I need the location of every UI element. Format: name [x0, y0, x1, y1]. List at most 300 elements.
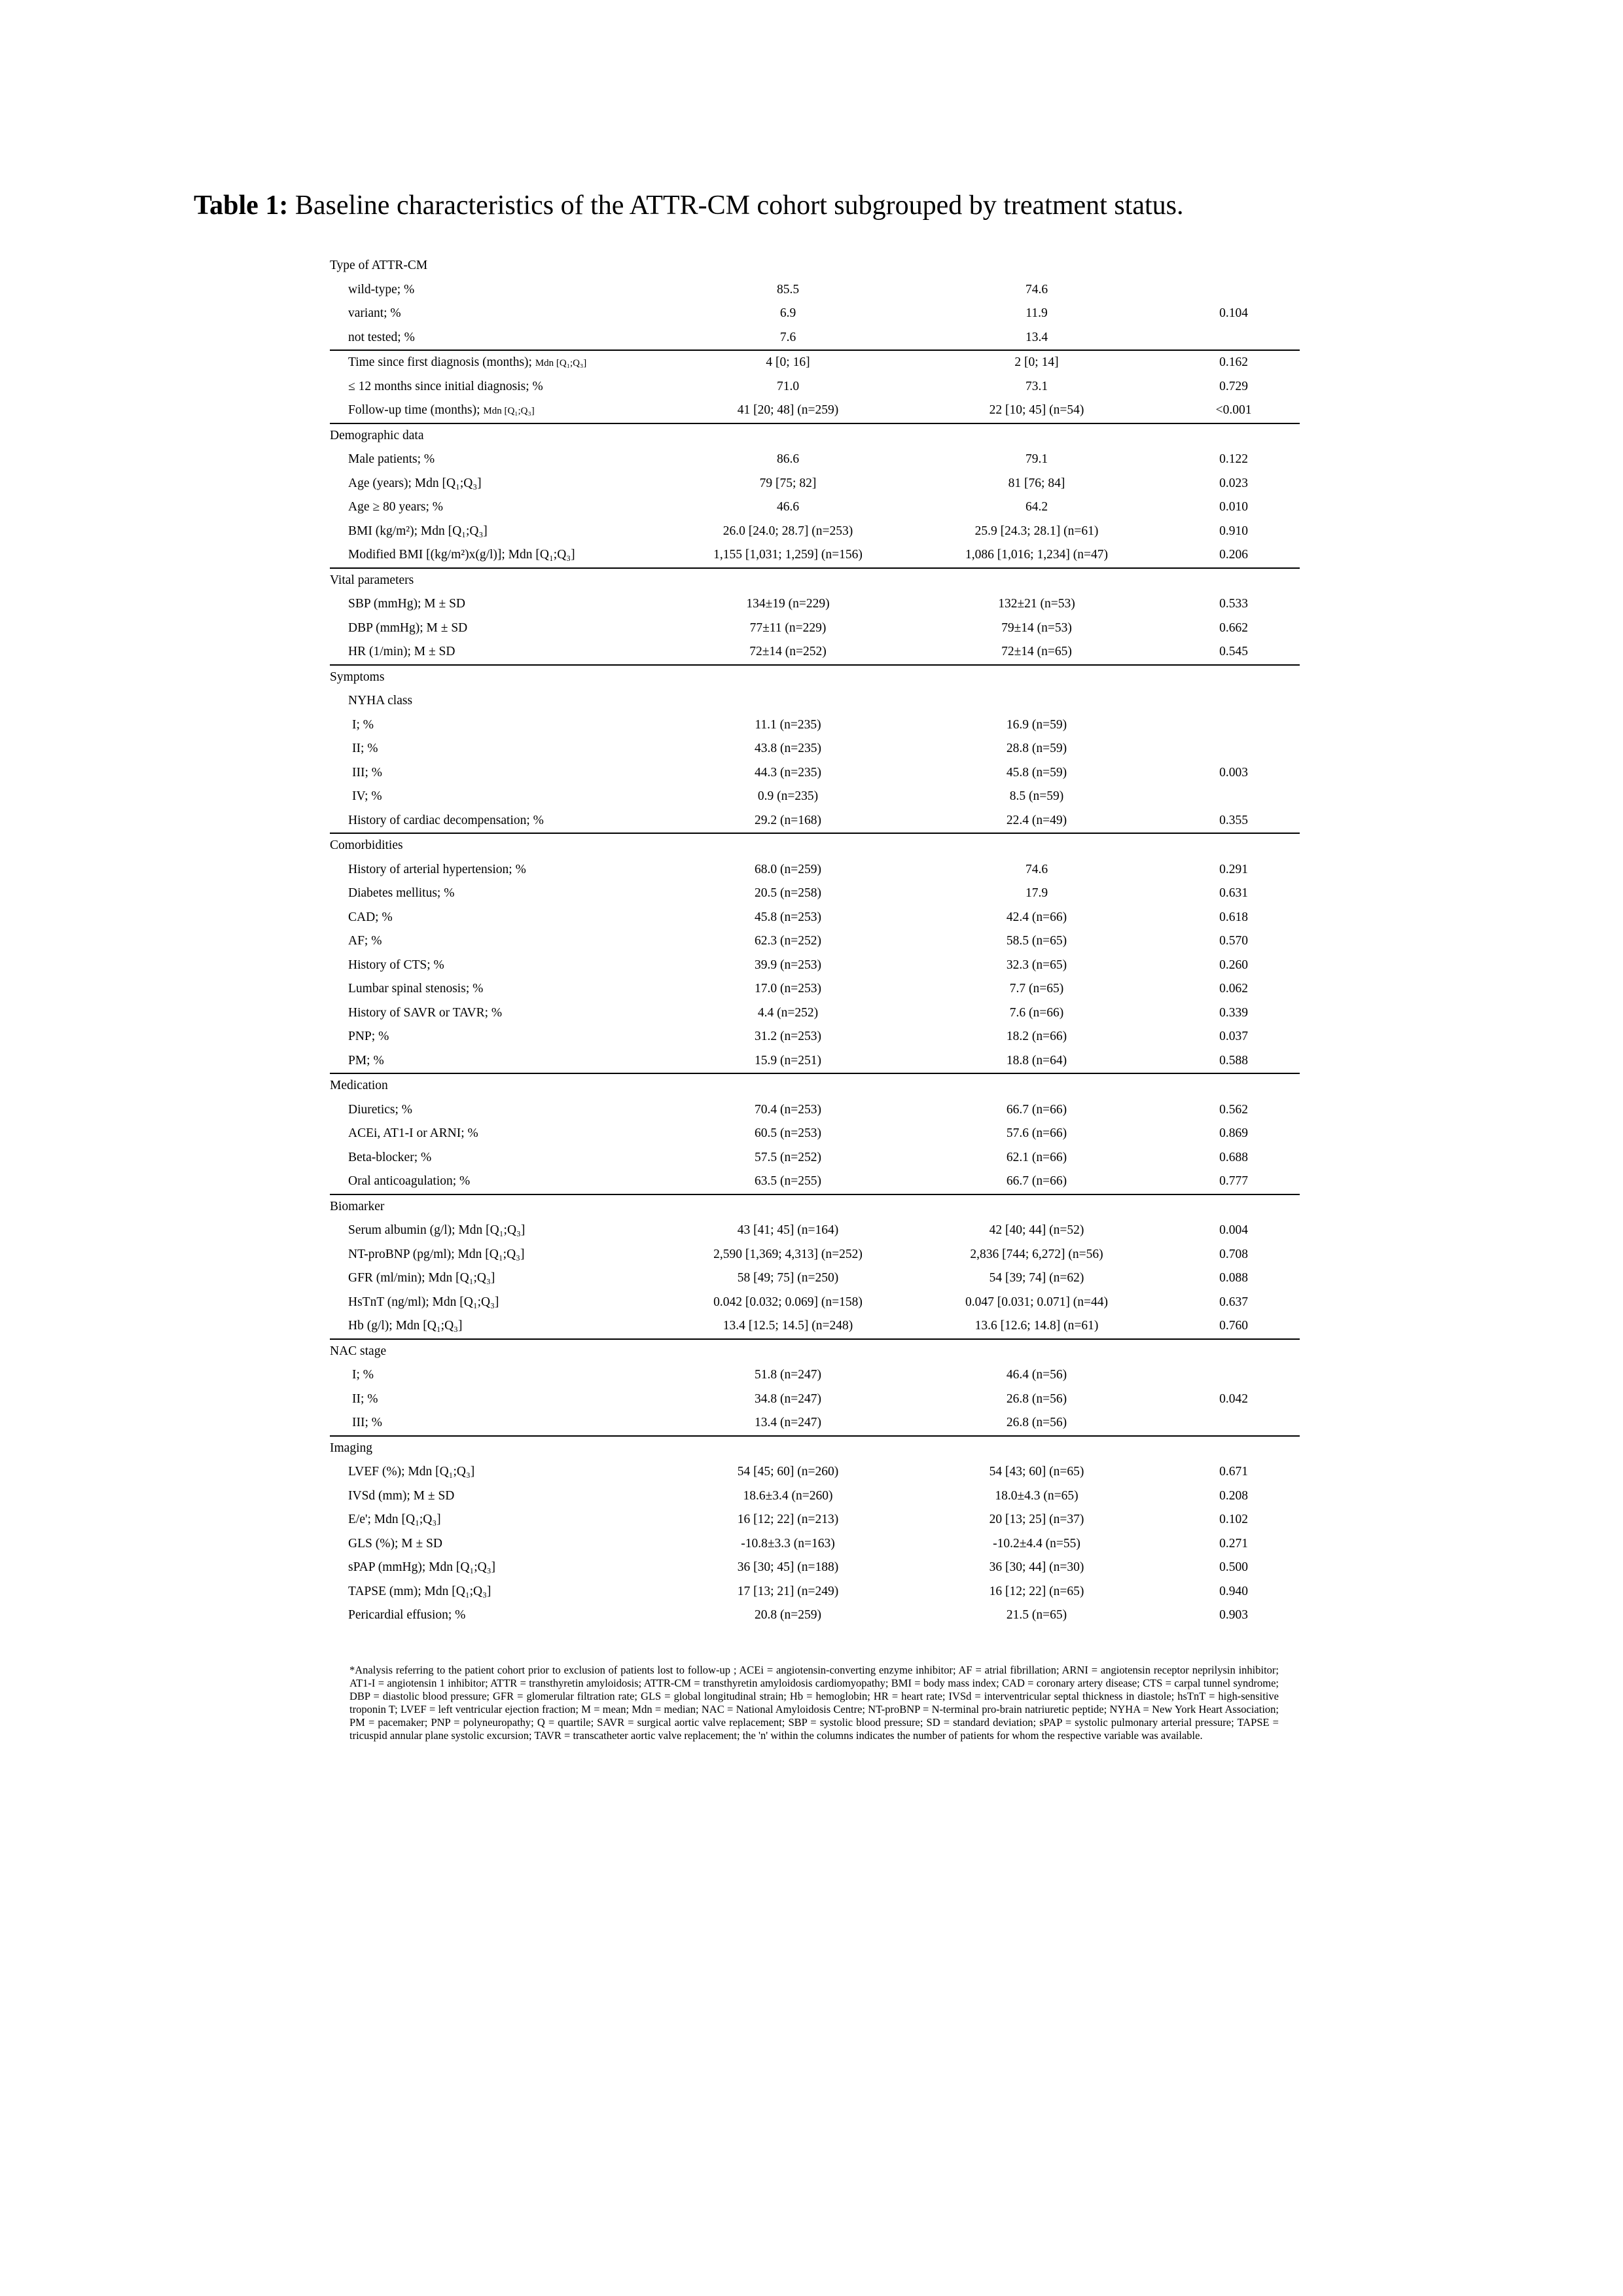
row-label-text: GLS (%); M ± SD — [348, 1536, 442, 1551]
row-label-text: AF; % — [348, 934, 382, 948]
row-label-text: Diuretics; % — [348, 1102, 413, 1117]
row-label — [330, 858, 670, 882]
row-label-text: I; % — [352, 1368, 374, 1382]
table-row — [330, 809, 1300, 834]
table-row — [330, 737, 1300, 761]
value-untreated: 72±14 (n=252) — [749, 645, 827, 659]
row-label-text: DBP (mmHg); M ± SD — [348, 620, 468, 635]
value-treated: 54 [39; 74] (n=62) — [989, 1271, 1084, 1285]
row-label — [330, 278, 670, 302]
p-value: 0.729 — [1219, 379, 1248, 393]
table-title — [194, 190, 1184, 221]
row-label-text: SBP (mmHg); M ± SD — [348, 597, 466, 611]
row-label — [330, 375, 670, 399]
table-row — [330, 785, 1300, 809]
value-untreated: 15.9 (n=251) — [755, 1053, 821, 1067]
section-header-row — [330, 254, 1300, 278]
row-label-text: Beta-blocker; % — [348, 1150, 432, 1164]
table-row — [330, 1170, 1300, 1194]
p-value: 0.545 — [1219, 645, 1248, 659]
value-treated: 16 [12; 22] (n=65) — [989, 1584, 1084, 1598]
value-treated: 7.6 (n=66) — [1009, 1005, 1064, 1020]
table-row — [330, 1580, 1300, 1604]
value-untreated: 85.5 — [776, 282, 800, 296]
row-label-text: HR (1/min); M ± SD — [348, 645, 455, 659]
value-treated: 66.7 (n=66) — [1006, 1102, 1067, 1117]
value-treated: 36 [30; 44] (n=30) — [989, 1560, 1084, 1575]
row-label-text: wild-type; % — [348, 282, 415, 296]
section-header: NAC stage — [330, 1339, 1300, 1364]
value-treated: 42 [40; 44] (n=52) — [989, 1223, 1084, 1238]
value-untreated: 31.2 (n=253) — [755, 1030, 821, 1044]
value-treated: 13.4 — [1025, 330, 1048, 344]
p-value: 0.042 — [1219, 1391, 1248, 1406]
value-untreated: 4 [0; 16] — [670, 350, 906, 375]
value-treated: 11.9 — [1026, 306, 1048, 321]
p-value: 0.533 — [1219, 597, 1248, 611]
table-row — [330, 929, 1300, 954]
value-untreated: 58 [49; 75] (n=250) — [737, 1271, 839, 1285]
value-treated: 28.8 (n=59) — [1006, 742, 1067, 756]
value-treated: 22 [10; 45] (n=54) — [989, 403, 1084, 418]
p-value: 0.023 — [1219, 476, 1248, 490]
row-label-stat: Mdn [Q₁;Q₃] — [535, 358, 587, 369]
section-header-row — [330, 1073, 1300, 1098]
row-label — [330, 472, 670, 496]
value-untreated: 6.9 — [779, 306, 796, 321]
p-value: 0.088 — [1219, 1271, 1248, 1285]
p-value — [1168, 1363, 1300, 1388]
row-label-text: sPAP (mmHg); Mdn [Q₁;Q₃] — [348, 1560, 496, 1575]
value-untreated: 70.4 (n=253) — [755, 1102, 821, 1117]
value-untreated: 0.042 [0.032; 0.069] (n=158) — [713, 1295, 863, 1309]
baseline-table — [330, 254, 1300, 1628]
value-treated: 21.5 (n=65) — [1006, 1608, 1067, 1623]
p-value — [1168, 785, 1300, 809]
value-treated: 42.4 (n=66) — [1006, 910, 1067, 924]
row-label — [330, 448, 670, 472]
p-value: 0.869 — [1219, 1126, 1248, 1141]
row-label-text: Hb (g/l); Mdn [Q₁;Q₃] — [348, 1319, 463, 1333]
value-treated: 72±14 (n=65) — [1001, 645, 1072, 659]
value-treated: 20 [13; 25] (n=37) — [989, 1513, 1084, 1527]
value-treated: 26.8 (n=56) — [1006, 1416, 1067, 1430]
row-label-text: CAD; % — [348, 910, 393, 924]
p-value: 0.208 — [1219, 1488, 1248, 1503]
row-label — [330, 761, 670, 785]
row-label — [330, 1049, 670, 1074]
section-header: Symptoms — [330, 665, 1300, 690]
value-treated: 18.0±4.3 (n=65) — [995, 1488, 1079, 1503]
table-row — [330, 1001, 1300, 1026]
row-label — [330, 302, 670, 326]
value-treated: 62.1 (n=66) — [1006, 1150, 1067, 1164]
value-treated: 79±14 (n=53) — [1001, 620, 1072, 635]
value-untreated: 11.1 (n=235) — [755, 717, 821, 732]
p-value: 0.037 — [1219, 1030, 1248, 1044]
row-label — [330, 592, 670, 617]
p-value: 0.562 — [1219, 1102, 1248, 1117]
p-value: 0.003 — [1219, 765, 1248, 780]
value-treated: -10.2±4.4 (n=55) — [993, 1536, 1080, 1551]
row-label-text: variant; % — [348, 306, 401, 321]
row-label-text: NT-proBNP (pg/ml); Mdn [Q₁;Q₃] — [348, 1247, 525, 1261]
value-treated: 54 [43; 60] (n=65) — [989, 1465, 1084, 1479]
row-label — [330, 906, 670, 930]
p-value: 0.062 — [1219, 982, 1248, 996]
value-treated: 16.9 (n=59) — [1006, 717, 1067, 732]
table-row — [330, 640, 1300, 665]
value-treated: 66.7 (n=66) — [1006, 1174, 1067, 1189]
row-label — [330, 1363, 670, 1388]
table-row — [330, 1098, 1300, 1122]
row-label-text: ACEi, AT1-I or ARNI; % — [348, 1126, 478, 1141]
p-value: 0.588 — [1219, 1053, 1248, 1067]
p-value: 0.910 — [1219, 524, 1248, 538]
table-row — [330, 761, 1300, 785]
value-treated — [906, 689, 1168, 713]
table-row — [330, 1460, 1300, 1484]
row-label — [330, 617, 670, 641]
p-value: <0.001 — [1215, 403, 1252, 418]
value-untreated: 86.6 — [776, 452, 800, 467]
table-row — [330, 375, 1300, 399]
row-label-text: Age (years); Mdn [Q₁;Q₃] — [348, 476, 482, 490]
row-label-text: not tested; % — [348, 330, 415, 344]
row-label-text: History of CTS; % — [348, 958, 444, 972]
p-value: 0.339 — [1219, 1005, 1248, 1020]
row-label — [330, 399, 670, 423]
value-untreated: 43 [41; 45] (n=164) — [737, 1223, 839, 1238]
row-label — [330, 1001, 670, 1026]
value-treated: 81 [76; 84] — [1008, 476, 1065, 490]
value-untreated: 39.9 (n=253) — [755, 958, 821, 972]
row-label-text: Oral anticoagulation; % — [348, 1174, 471, 1189]
section-header: Demographic data — [330, 423, 1300, 448]
p-value: 0.102 — [1219, 1513, 1248, 1527]
p-value — [1168, 326, 1300, 351]
table-row — [330, 1049, 1300, 1074]
table-row — [330, 713, 1300, 738]
row-label — [330, 1484, 670, 1509]
section-header: Imaging — [330, 1436, 1300, 1461]
row-label — [330, 689, 670, 713]
table-row — [330, 1122, 1300, 1146]
p-value: 0.777 — [1219, 1174, 1248, 1189]
value-untreated: 51.8 (n=247) — [755, 1368, 821, 1382]
table-row — [330, 1604, 1300, 1628]
p-value: 0.570 — [1219, 934, 1248, 948]
value-treated: 58.5 (n=65) — [1006, 934, 1067, 948]
p-value: 0.903 — [1219, 1608, 1248, 1623]
row-label — [330, 1146, 670, 1170]
p-value: 0.637 — [1219, 1295, 1248, 1309]
table-row — [330, 1146, 1300, 1170]
row-label — [330, 809, 670, 834]
table-row — [330, 448, 1300, 472]
value-untreated: 17 [13; 21] (n=249) — [737, 1584, 839, 1598]
row-label-text: Serum albumin (g/l); Mdn [Q₁;Q₃] — [348, 1223, 526, 1238]
section-header-row — [330, 423, 1300, 448]
row-label-text: History of arterial hypertension; % — [348, 862, 526, 876]
value-untreated: 63.5 (n=255) — [755, 1174, 821, 1189]
table-row — [330, 472, 1300, 496]
row-label — [330, 1508, 670, 1532]
row-label — [330, 1291, 670, 1315]
value-untreated: -10.8±3.3 (n=163) — [741, 1536, 835, 1551]
row-label-text: TAPSE (mm); Mdn [Q₁;Q₃] — [348, 1584, 491, 1598]
table-row — [330, 906, 1300, 930]
table-row — [330, 1025, 1300, 1049]
value-untreated: 17.0 (n=253) — [755, 982, 821, 996]
value-untreated: 36 [30; 45] (n=188) — [737, 1560, 839, 1575]
value-untreated: 134±19 (n=229) — [746, 597, 830, 611]
row-label-text: GFR (ml/min); Mdn [Q₁;Q₃] — [348, 1271, 495, 1285]
row-label-text: Pericardial effusion; % — [348, 1608, 466, 1623]
row-label — [330, 1556, 670, 1580]
table-row — [330, 1556, 1300, 1580]
row-label — [330, 954, 670, 978]
value-treated: 45.8 (n=59) — [1006, 765, 1067, 780]
table-caption: Baseline characteristics of the ATTR-CM cohort subgrouped by treatment status. — [288, 190, 1184, 221]
value-untreated: 62.3 (n=252) — [755, 934, 821, 948]
section-header: Biomarker — [330, 1194, 1300, 1219]
row-label-text: Follow-up time (months); — [348, 403, 484, 418]
table-row — [330, 1484, 1300, 1509]
row-label — [330, 326, 670, 351]
value-untreated: 41 [20; 48] (n=259) — [737, 403, 839, 418]
row-label — [330, 929, 670, 954]
value-treated: 25.9 [24.3; 28.1] (n=61) — [974, 524, 1099, 538]
value-untreated: 34.8 (n=247) — [755, 1391, 821, 1406]
p-value: 0.662 — [1219, 620, 1248, 635]
section-header: Comorbidities — [330, 833, 1300, 858]
section-header: Type of ATTR-CM — [330, 259, 428, 273]
p-value: 0.355 — [1219, 813, 1248, 827]
row-label-text: HsTnT (ng/ml); Mdn [Q₁;Q₃] — [348, 1295, 499, 1309]
row-label-text: IVSd (mm); M ± SD — [348, 1488, 455, 1503]
value-untreated: 79 [75; 82] — [759, 476, 817, 490]
table-row — [330, 1219, 1300, 1243]
value-treated: 32.3 (n=65) — [1006, 958, 1067, 972]
value-untreated: 29.2 (n=168) — [755, 813, 821, 827]
value-treated: 74.6 — [1025, 282, 1048, 296]
row-label-stat: Mdn [Q₁;Q₃] — [483, 406, 535, 417]
row-label-text: III; % — [352, 765, 383, 780]
table-row — [330, 882, 1300, 906]
value-untreated: 77±11 (n=229) — [749, 620, 827, 635]
value-untreated: 60.5 (n=253) — [755, 1126, 821, 1141]
row-label-text: Modified BMI [(kg/m²)x(g/l)]; Mdn [Q₁;Q₃] — [348, 548, 575, 562]
table-footnote: *Analysis referring to the patient cohort prior to exclusion of patients lost to follow-up ; ACEi = angiotensin-converting enzyme inhibitor; AF = atrial fibrillation; ARNI = angiotensin receptor neprilysin inhibitor; AT1-I = angiotensin 1 inhibitor; ATTR = transthyretin amyloidosis; ATTR-CM = transthyretin amyloidosis cardiomyopathy; BMI = body mass index; CAD = coronary artery disease; CTS = carpal tunnel syndrome; DBP = diastolic blood pressure; GFR = glomerular filtration rate; GLS = global longitudinal strain; Hb = hemoglobin; HR = heart rate; IVSd = interventricular septal thickness in diastole; hsTnT = high-sensitive troponin T; LVEF = left ventricular ejection fraction; M = mean; Mdn = median; NAC = National Amyloidosis Centre; NT-proBNP = N-terminal pro-brain natriuretic peptide; NYHA = New York Heart Association; PM = pacemaker; PNP = polyneuropathy; Q = quartile; SAVR = surgical aortic valve replacement; SBP = systolic blood pressure; SD = standard deviation; sPAP = systolic pulmonary arterial pressure; TAPSE = tricuspid annular plane systolic excursion; TAVR = transcatheter aortic valve replacement; the 'n' within the columns indicates the number of patients for whom the respective variable was available. — [349, 1664, 1279, 1742]
value-untreated: 2,590 [1,369; 4,313] (n=252) — [713, 1247, 863, 1261]
row-label-text: III; % — [352, 1416, 383, 1430]
row-label — [330, 1025, 670, 1049]
p-value: 0.500 — [1219, 1560, 1248, 1575]
value-treated: 26.8 (n=56) — [1006, 1391, 1067, 1406]
p-value — [1168, 278, 1300, 302]
row-label — [330, 785, 670, 809]
value-untreated: 20.8 (n=259) — [755, 1608, 821, 1623]
p-value: 0.291 — [1219, 862, 1248, 876]
row-label — [330, 1460, 670, 1484]
table-body — [330, 254, 1300, 1628]
section-header-row — [330, 1339, 1300, 1364]
p-value — [1168, 737, 1300, 761]
value-treated: 132±21 (n=53) — [998, 597, 1075, 611]
value-untreated: 4.4 (n=252) — [757, 1005, 819, 1020]
value-treated: 46.4 (n=56) — [1006, 1368, 1067, 1382]
p-value: 0.708 — [1219, 1247, 1248, 1261]
table-row — [330, 350, 1300, 375]
value-untreated: 1,155 [1,031; 1,259] (n=156) — [713, 548, 863, 562]
value-treated: 13.6 [12.6; 14.8] (n=61) — [974, 1319, 1099, 1333]
value-untreated: 0.9 (n=235) — [757, 789, 819, 804]
row-label-text: NYHA class — [348, 694, 413, 708]
table-row — [330, 278, 1300, 302]
value-treated: 2,836 [744; 6,272] (n=56) — [970, 1247, 1103, 1261]
value-treated: 1,086 [1,016; 1,234] (n=47) — [965, 548, 1108, 562]
value-treated: 22.4 (n=49) — [1006, 813, 1067, 827]
p-value: 0.260 — [1219, 958, 1248, 972]
value-untreated: 68.0 (n=259) — [755, 862, 821, 876]
value-untreated: 57.5 (n=252) — [755, 1150, 821, 1164]
row-label-text: History of cardiac decompensation; % — [348, 813, 544, 827]
row-label-text: History of SAVR or TAVR; % — [348, 1005, 503, 1020]
row-label — [330, 1219, 670, 1243]
value-untreated — [670, 689, 906, 713]
p-value: 0.004 — [1219, 1223, 1248, 1238]
value-treated: 18.2 (n=66) — [1006, 1030, 1067, 1044]
value-treated: 79.1 — [1025, 452, 1048, 467]
p-value: 0.618 — [1219, 910, 1248, 924]
value-treated: 64.2 — [1025, 500, 1048, 514]
p-value: 0.271 — [1219, 1536, 1248, 1551]
p-value: 0.671 — [1219, 1465, 1248, 1479]
row-label — [330, 882, 670, 906]
p-value: 0.010 — [1219, 500, 1248, 514]
table-row — [330, 1243, 1300, 1267]
value-untreated: 20.5 (n=258) — [755, 886, 821, 901]
row-label-text: Time since first diagnosis (months); — [348, 355, 535, 370]
p-value — [1168, 1411, 1300, 1436]
p-value — [1168, 689, 1300, 713]
table-row — [330, 954, 1300, 978]
value-treated: 8.5 (n=59) — [1009, 789, 1064, 804]
value-treated: 2 [0; 14] — [906, 350, 1168, 375]
table-row — [330, 495, 1300, 520]
value-untreated: 26.0 [24.0; 28.7] (n=253) — [722, 524, 853, 538]
row-label — [330, 1388, 670, 1412]
row-label — [330, 1170, 670, 1194]
row-label — [330, 640, 670, 665]
row-label-text: ≤ 12 months since initial diagnosis; % — [348, 379, 543, 393]
value-treated: 17.9 — [1025, 886, 1048, 901]
p-value: 0.688 — [1219, 1150, 1248, 1164]
row-label-text: I; % — [352, 717, 374, 732]
row-label — [330, 1122, 670, 1146]
row-label — [330, 737, 670, 761]
row-label — [330, 1604, 670, 1628]
section-header-row — [330, 568, 1300, 593]
row-label-text: II; % — [352, 742, 378, 756]
p-value: 0.206 — [1219, 548, 1248, 562]
row-label-text: Diabetes mellitus; % — [348, 886, 455, 901]
table-row — [330, 1411, 1300, 1436]
value-untreated: 13.4 [12.5; 14.5] (n=248) — [722, 1319, 853, 1333]
row-label — [330, 977, 670, 1001]
table-row — [330, 1532, 1300, 1556]
table-row — [330, 302, 1300, 326]
row-label-text: LVEF (%); Mdn [Q₁;Q₃] — [348, 1465, 475, 1479]
table-row — [330, 1363, 1300, 1388]
value-untreated: 45.8 (n=253) — [755, 910, 821, 924]
table-row — [330, 399, 1300, 423]
table-row — [330, 1266, 1300, 1291]
table-row — [330, 1508, 1300, 1532]
row-label — [330, 713, 670, 738]
row-label — [330, 350, 670, 375]
value-untreated: 13.4 (n=247) — [755, 1416, 821, 1430]
table-row — [330, 977, 1300, 1001]
row-label-text: PNP; % — [348, 1030, 389, 1044]
p-value: 0.122 — [1219, 452, 1248, 467]
row-label — [330, 543, 670, 568]
row-label — [330, 1580, 670, 1604]
value-untreated: 44.3 (n=235) — [755, 765, 821, 780]
value-untreated: 43.8 (n=235) — [755, 742, 821, 756]
row-label-text: PM; % — [348, 1053, 384, 1067]
value-untreated: 7.6 — [779, 330, 796, 344]
value-untreated: 71.0 — [776, 379, 800, 393]
p-value: 0.162 — [1168, 350, 1300, 375]
table-row — [330, 1291, 1300, 1315]
row-label — [330, 1314, 670, 1339]
row-label — [330, 495, 670, 520]
row-label-text: Age ≥ 80 years; % — [348, 500, 443, 514]
value-untreated: 54 [45; 60] (n=260) — [737, 1465, 839, 1479]
p-value: 0.631 — [1219, 886, 1248, 901]
section-header: Medication — [330, 1073, 1300, 1098]
value-untreated: 16 [12; 22] (n=213) — [737, 1513, 839, 1527]
table-number: Table 1: — [194, 190, 289, 221]
value-treated: 7.7 (n=65) — [1009, 982, 1064, 996]
value-untreated: 46.6 — [776, 500, 800, 514]
row-label — [330, 1098, 670, 1122]
value-treated: 0.047 [0.031; 0.071] (n=44) — [965, 1295, 1108, 1309]
row-label — [330, 1243, 670, 1267]
row-label — [330, 1532, 670, 1556]
p-value: 0.940 — [1219, 1584, 1248, 1598]
value-treated: 18.8 (n=64) — [1006, 1053, 1067, 1067]
table-row — [330, 326, 1300, 351]
section-header-row — [330, 1194, 1300, 1219]
section-header-row — [330, 665, 1300, 690]
row-label — [330, 1411, 670, 1436]
table-row — [330, 543, 1300, 568]
table-row — [330, 1314, 1300, 1339]
row-label-text: E/e'; Mdn [Q₁;Q₃] — [348, 1513, 441, 1527]
p-value: 0.104 — [1219, 306, 1248, 321]
row-label-text: BMI (kg/m²); Mdn [Q₁;Q₃] — [348, 524, 488, 538]
table-row — [330, 520, 1300, 544]
value-treated: 73.1 — [1025, 379, 1048, 393]
section-header-row — [330, 1436, 1300, 1461]
row-label-text: II; % — [352, 1391, 378, 1406]
table-row — [330, 617, 1300, 641]
row-label — [330, 520, 670, 544]
table-row — [330, 689, 1300, 713]
